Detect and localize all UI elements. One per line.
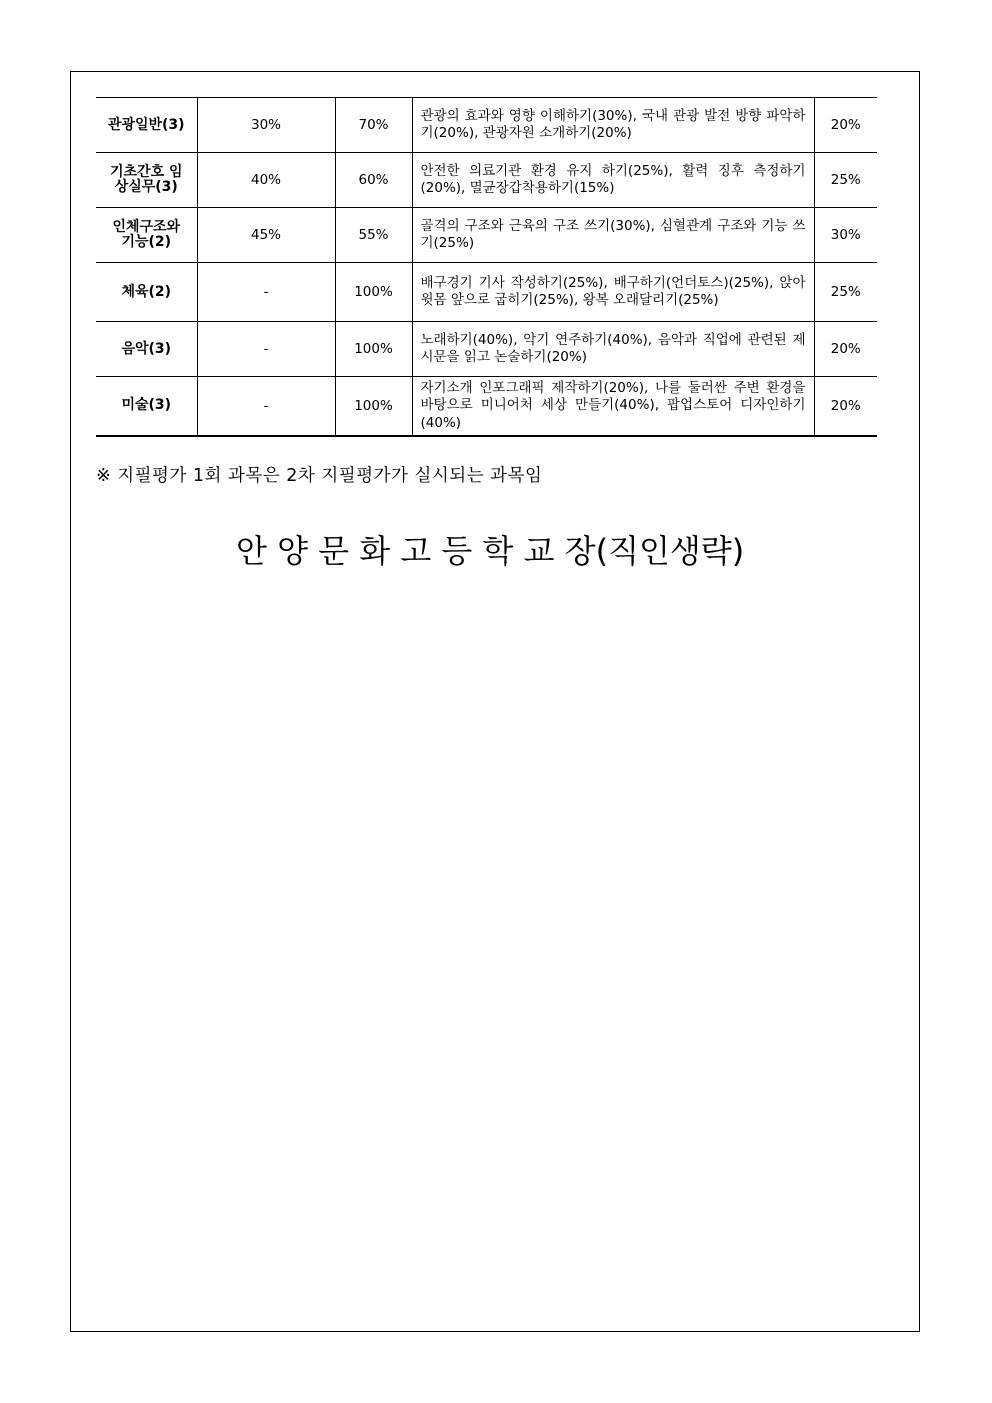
performance-detail-cell: 자기소개 인포그래픽 제작하기(20%), 나를 둘러싼 주변 환경을 바탕으로 미니어처 세상 만들기(40%), 팝업스토어 디자인하기(40%)	[412, 377, 814, 436]
table-row	[96, 263, 877, 322]
subject-cell: 음악(3)	[96, 322, 197, 377]
weight-cell: 20%	[814, 322, 877, 377]
weight-cell: 20%	[814, 377, 877, 436]
performance-ratio-cell: 60%	[335, 153, 412, 208]
table-row	[96, 98, 877, 153]
written-ratio-cell: 40%	[197, 153, 335, 208]
written-ratio-cell: 45%	[197, 208, 335, 263]
evaluation-table	[96, 97, 877, 437]
performance-ratio-cell: 70%	[335, 98, 412, 153]
table-row	[96, 153, 877, 208]
footnote: ※ 지필평가 1회 과목은 2차 지필평가가 실시되는 과목임	[96, 466, 543, 486]
performance-detail-cell: 배구경기 기사 작성하기(25%), 배구하기(언더토스)(25%), 앉아 윗몸 앞으로 굽히기(25%), 왕복 오래달리기(25%)	[412, 263, 814, 322]
written-ratio-cell: 30%	[197, 98, 335, 153]
performance-ratio-cell: 55%	[335, 208, 412, 263]
performance-detail-cell: 노래하기(40%), 악기 연주하기(40%), 음악과 직업에 관련된 제시문을 읽고 논술하기(20%)	[412, 322, 814, 377]
subject-cell: 체육(2)	[96, 263, 197, 322]
weight-cell: 30%	[814, 208, 877, 263]
weight-cell: 25%	[814, 153, 877, 208]
performance-detail-cell: 안전한 의료기관 환경 유지 하기(25%), 활력 징후 측정하기(20%), 멸균장갑착용하기(15%)	[412, 153, 814, 208]
performance-ratio-cell: 100%	[335, 377, 412, 436]
performance-detail-cell: 골격의 구조와 근육의 구조 쓰기(30%), 심혈관계 구조와 기능 쓰기(25%)	[412, 208, 814, 263]
school-principal-signature: 안 양 문 화 고 등 학 교 장(직인생략)	[236, 532, 745, 570]
weight-cell: 20%	[814, 98, 877, 153]
table-row	[96, 377, 877, 436]
performance-detail-cell: 관광의 효과와 영향 이해하기(30%), 국내 관광 발전 방향 파악하기(20%), 관광자원 소개하기(20%)	[412, 98, 814, 153]
weight-cell: 25%	[814, 263, 877, 322]
written-ratio-cell: -	[197, 263, 335, 322]
table-row	[96, 322, 877, 377]
subject-cell: 인체구조와 기능(2)	[96, 208, 197, 263]
subject-cell: 미술(3)	[96, 377, 197, 436]
performance-ratio-cell: 100%	[335, 263, 412, 322]
table-row	[96, 208, 877, 263]
subject-cell: 관광일반(3)	[96, 98, 197, 153]
performance-ratio-cell: 100%	[335, 322, 412, 377]
subject-cell: 기초간호 임상실무(3)	[96, 153, 197, 208]
written-ratio-cell: -	[197, 322, 335, 377]
written-ratio-cell: -	[197, 377, 335, 436]
